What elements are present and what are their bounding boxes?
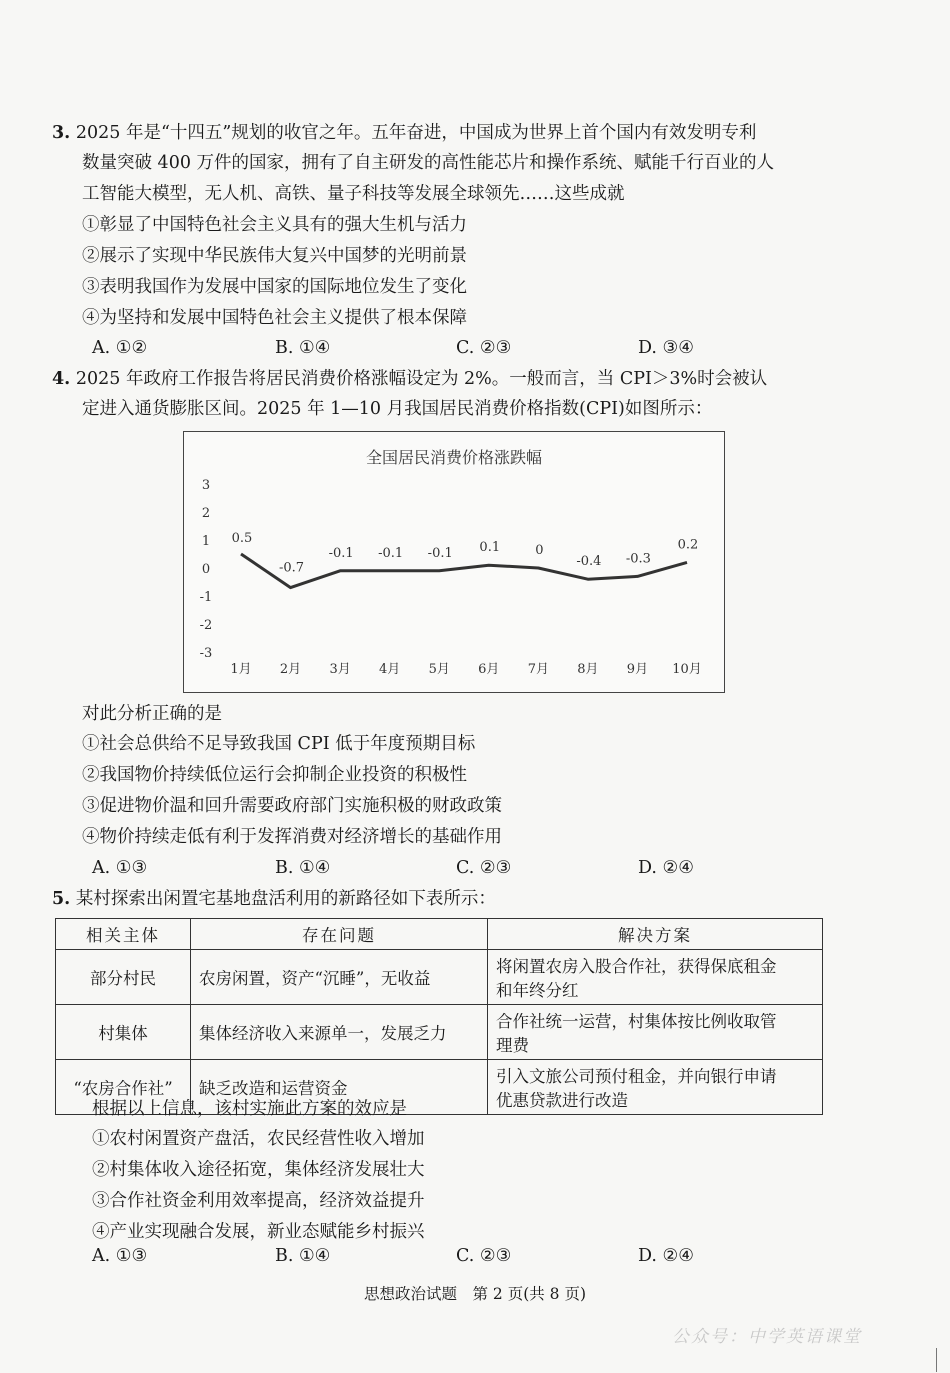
y-tick-label: -1 [199, 590, 213, 605]
q3-option-a[interactable]: A. ①② [92, 338, 148, 358]
y-tick-label: 1 [201, 534, 211, 549]
x-tick-label: 4月 [379, 662, 401, 677]
q3-statement-3: ③表明我国作为发展中国家的国际地位发生了变化 [82, 277, 467, 297]
table-cell-problem: 缺乏改造和运营资金 [191, 1060, 488, 1115]
q5-option-a[interactable]: A. ①③ [92, 1246, 148, 1266]
q4-statement-1: ①社会总供给不足导致我国 CPI 低于年度预期目标 [82, 734, 476, 754]
data-label: 0.1 [479, 540, 501, 556]
q3-number: 3. [52, 123, 71, 143]
table-cell-solution [488, 1005, 823, 1060]
q3-option-c[interactable]: C. ②③ [456, 338, 512, 358]
q5-statement-4: ④产业实现融合发展，新业态赋能乡村振兴 [92, 1222, 425, 1242]
data-label: 0.5 [231, 531, 253, 546]
table-header: 相关主体 [56, 919, 191, 950]
q3-line-2: 数量突破 400 万件的国家，拥有了自主研发的高性能芯片和操作系统、赋能千行百业的人 [82, 153, 775, 173]
cpi-chart-svg [184, 432, 724, 692]
q5-option-b[interactable]: B. ①④ [275, 1246, 331, 1266]
table-cell-solution [488, 950, 823, 1005]
q4-statement-2: ②我国物价持续低位运行会抑制企业投资的积极性 [82, 765, 467, 785]
solution-line: 优惠贷款进行改造 [496, 1091, 628, 1110]
solution-line: 引入文旅公司预付租金，并向银行申请 [496, 1067, 777, 1086]
y-tick-label: 2 [201, 506, 211, 521]
solution-line: 合作社统一运营，村集体按比例收取管 [496, 1012, 777, 1031]
q3-statement-4: ④为坚持和发展中国特色社会主义提供了根本保障 [82, 308, 467, 328]
q3-statement-1: ①彰显了中国特色社会主义具有的强大生机与活力 [82, 215, 467, 235]
x-tick-label: 3月 [329, 662, 351, 677]
q4-option-b[interactable]: B. ①④ [275, 858, 331, 878]
data-label: 0 [535, 543, 544, 558]
x-tick-label: 10月 [672, 662, 702, 677]
q5-statement-1: ①农村闲置资产盘活，农民经营性收入增加 [92, 1129, 425, 1149]
q5-statement-3: ③合作社资金利用效率提高，经济效益提升 [92, 1191, 425, 1211]
solution-line: 将闲置农房入股合作社，获得保底租金 [496, 957, 777, 976]
scan-edge-mark [936, 1348, 937, 1372]
table-row [56, 1005, 823, 1060]
q3-option-d[interactable]: D. ③④ [638, 338, 694, 358]
table-cell-subject: 村集体 [56, 1005, 191, 1060]
table-row [56, 950, 823, 1005]
data-label: -0.1 [328, 545, 354, 561]
y-tick-label: -2 [199, 618, 213, 633]
x-tick-label: 7月 [527, 662, 549, 677]
q5-question: 根据以上信息，该村实施此方案的效应是 [92, 1099, 407, 1119]
q3-statement-2: ②展示了实现中华民族伟大复兴中国梦的光明前景 [82, 246, 467, 266]
q5-line-1 [52, 888, 496, 910]
q4-statement-4: ④物价持续走低有利于发挥消费对经济增长的基础作用 [82, 827, 502, 847]
table-cell-subject: 部分村民 [56, 950, 191, 1005]
q5-option-d[interactable]: D. ②④ [638, 1246, 694, 1266]
plan-table [55, 918, 823, 1115]
x-axis-labels [230, 662, 701, 677]
x-tick-label: 1月 [230, 662, 252, 677]
q5-statement-2: ②村集体收入途径拓宽，集体经济发展壮大 [92, 1160, 425, 1180]
x-tick-label: 5月 [428, 662, 450, 677]
table-cell-solution [488, 1060, 823, 1115]
q5-option-c[interactable]: C. ②③ [456, 1246, 512, 1266]
q4-option-c[interactable]: C. ②③ [456, 858, 512, 878]
data-label: 0.2 [677, 537, 699, 553]
q4-option-a[interactable]: A. ①③ [92, 858, 148, 878]
watermark: 公众号：中学英语课堂 [672, 1327, 862, 1347]
table-cell-problem: 农房闲置，资产“沉睡”，无收益 [191, 950, 488, 1005]
cpi-chart [183, 431, 725, 693]
q3-line-1 [52, 122, 756, 144]
q3-option-b[interactable]: B. ①④ [275, 338, 331, 358]
x-tick-label: 6月 [478, 662, 500, 677]
q4-statement-3: ③促进物价温和回升需要政府部门实施积极的财政政策 [82, 796, 502, 816]
y-axis-labels [200, 478, 213, 661]
q4-number: 4. [52, 369, 71, 389]
table-header-row [56, 919, 823, 950]
x-tick-label: 2月 [279, 662, 302, 677]
data-label: -0.4 [576, 554, 602, 570]
table-header: 解决方案 [488, 919, 823, 950]
data-label: -0.7 [279, 560, 305, 576]
solution-line: 和年终分红 [496, 981, 579, 1000]
y-tick-label: 3 [201, 478, 211, 493]
solution-line: 理费 [496, 1036, 529, 1055]
q4-line-2: 定进入通货膨胀区间。2025 年 1—10 月我国居民消费价格指数(CPI)如图所示： [82, 399, 713, 419]
table-header: 存在问题 [191, 919, 488, 950]
y-tick-label: 0 [201, 562, 211, 577]
y-tick-label: -3 [199, 646, 213, 661]
q4-option-d[interactable]: D. ②④ [638, 858, 694, 878]
q4-stem-text-1: 2025 年政府工作报告将居民消费价格涨幅设定为 2%。一般而言，当 CPI＞3%时会被认 [75, 369, 768, 389]
data-label: -0.3 [625, 551, 651, 567]
q3-line-3: 工智能大模型，无人机、高铁、量子科技等发展全球领先……这些成就 [82, 184, 625, 204]
chart-title: 全国居民消费价格涨跌幅 [365, 448, 543, 467]
q4-line-1 [52, 368, 767, 390]
q5-stem-text: 某村探索出闲置宅基地盘活利用的新路径如下表所示： [75, 889, 496, 909]
data-label: -0.1 [427, 545, 453, 561]
table-cell-problem: 集体经济收入来源单一，发展乏力 [191, 1005, 488, 1060]
x-tick-label: 9月 [626, 662, 649, 677]
q3-stem-text-1: 2025 年是“十四五”规划的收官之年。五年奋进，中国成为世界上首个国内有效发明专利 [75, 123, 757, 143]
q4-question: 对此分析正确的是 [82, 704, 222, 724]
data-label: -0.1 [378, 545, 404, 561]
q5-number: 5. [52, 889, 71, 909]
table-cell-subject: “农房合作社” [56, 1060, 191, 1115]
page-footer: 思想政治试题 第 2 页(共 8 页) [363, 1285, 587, 1303]
cpi-series-line [241, 554, 687, 588]
x-tick-label: 8月 [577, 662, 599, 677]
